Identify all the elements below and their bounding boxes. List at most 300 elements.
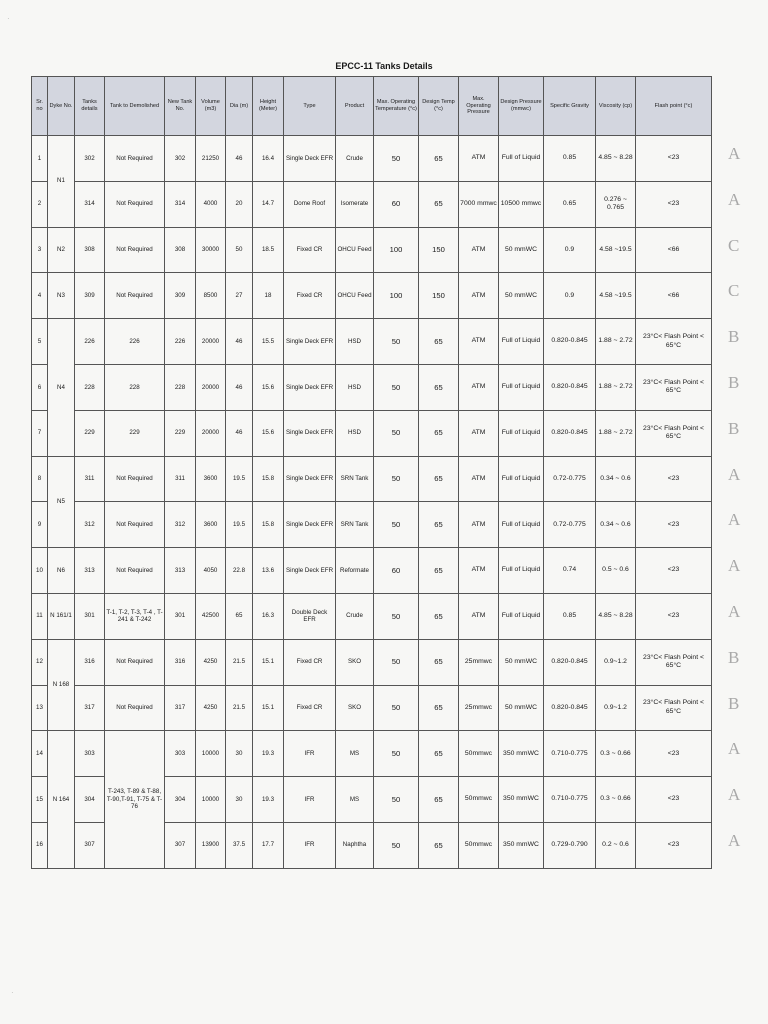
dia-cell: 21.5 [226, 639, 253, 685]
tank-details-cell: 308 [75, 227, 105, 273]
viscosity-cell: 0.34 ~ 0.6 [596, 456, 636, 502]
max-pressure-cell: ATM [459, 502, 499, 548]
design-pressure-cell: 10500 mmwc [499, 181, 544, 227]
sg-cell: 0.65 [544, 181, 596, 227]
flash-cell: <23 [636, 593, 712, 639]
sg-cell: 0.710-0.775 [544, 731, 596, 777]
new-tank-no-cell: 228 [165, 364, 196, 410]
max-pressure-cell: 25mmwc [459, 685, 499, 731]
header-cell: Design Temp (°c) [419, 77, 459, 136]
height-cell: 15.6 [253, 364, 284, 410]
volume-cell: 20000 [196, 319, 226, 365]
design-temp-cell: 65 [419, 777, 459, 823]
sg-cell: 0.9 [544, 227, 596, 273]
tank-details-cell: 309 [75, 273, 105, 319]
sg-cell: 0.72-0.775 [544, 502, 596, 548]
tank-details-cell: 226 [75, 319, 105, 365]
type-cell: Fixed CR [284, 273, 336, 319]
height-cell: 16.3 [253, 593, 284, 639]
max-pressure-cell: ATM [459, 364, 499, 410]
design-temp-cell: 65 [419, 731, 459, 777]
sr-no-cell: 8 [32, 456, 48, 502]
type-cell: Single Deck EFR [284, 410, 336, 456]
sg-cell: 0.820-0.845 [544, 410, 596, 456]
type-cell: IFR [284, 822, 336, 868]
max-temp-cell: 60 [374, 548, 419, 594]
header-cell: Volume (m3) [196, 77, 226, 136]
new-tank-no-cell: 312 [165, 502, 196, 548]
max-temp-cell: 50 [374, 822, 419, 868]
product-cell: MS [336, 777, 374, 823]
margin-letter: B [728, 327, 740, 347]
tank-details-cell: 311 [75, 456, 105, 502]
sr-no-cell: 1 [32, 136, 48, 182]
max-pressure-cell: ATM [459, 410, 499, 456]
table-row [32, 548, 712, 594]
max-pressure-cell: ATM [459, 273, 499, 319]
margin-letter: B [728, 647, 740, 667]
product-cell: MS [336, 731, 374, 777]
tank-to-demolish-cell: Not Required [105, 639, 165, 685]
sg-cell: 0.85 [544, 136, 596, 182]
flash-cell: <23 [636, 136, 712, 182]
design-pressure-cell: Full of Liquid [499, 456, 544, 502]
margin-letter: A [728, 510, 741, 530]
new-tank-no-cell: 307 [165, 822, 196, 868]
type-cell: Single Deck EFR [284, 364, 336, 410]
volume-cell: 10000 [196, 777, 226, 823]
tank-details-cell: 312 [75, 502, 105, 548]
max-pressure-cell: ATM [459, 548, 499, 594]
product-cell: Reformate [336, 548, 374, 594]
flash-cell: <23 [636, 822, 712, 868]
height-cell: 19.3 [253, 731, 284, 777]
table-row [32, 364, 712, 410]
tank-to-demolish-cell: Not Required [105, 227, 165, 273]
new-tank-no-cell: 314 [165, 181, 196, 227]
viscosity-cell: 4.85 ~ 8.28 [596, 136, 636, 182]
height-cell: 15.1 [253, 685, 284, 731]
design-temp-cell: 65 [419, 319, 459, 365]
tank-to-demolish-cell: Not Required [105, 181, 165, 227]
header-cell: Tanks details [75, 77, 105, 136]
header-row [32, 77, 712, 136]
volume-cell: 21250 [196, 136, 226, 182]
table-row [32, 273, 712, 319]
design-pressure-cell: 350 mmWC [499, 777, 544, 823]
header-cell: Product [336, 77, 374, 136]
tank-to-demolish-cell: Not Required [105, 136, 165, 182]
header-cell: New Tank No. [165, 77, 196, 136]
sr-no-cell: 6 [32, 364, 48, 410]
header-cell: Dyke No. [48, 77, 75, 136]
new-tank-no-cell: 303 [165, 731, 196, 777]
document-title: EPCC-11 Tanks Details [335, 61, 433, 71]
tank-details-cell: 302 [75, 136, 105, 182]
dia-cell: 21.5 [226, 685, 253, 731]
viscosity-cell: 1.88 ~ 2.72 [596, 364, 636, 410]
design-temp-cell: 65 [419, 593, 459, 639]
header-cell: Dia (m) [226, 77, 253, 136]
type-cell: Fixed CR [284, 639, 336, 685]
sr-no-cell: 12 [32, 639, 48, 685]
viscosity-cell: 0.9~1.2 [596, 639, 636, 685]
volume-cell: 13900 [196, 822, 226, 868]
dyke-no-cell: N1 [48, 136, 75, 228]
new-tank-no-cell: 309 [165, 273, 196, 319]
max-temp-cell: 100 [374, 227, 419, 273]
product-cell: SKO [336, 639, 374, 685]
design-temp-cell: 65 [419, 548, 459, 594]
max-temp-cell: 50 [374, 731, 419, 777]
design-temp-cell: 65 [419, 685, 459, 731]
tank-to-demolish-cell: T-1, T-2, T-3, T-4 , T-241 & T-242 [105, 593, 165, 639]
flash-cell: 23°C< Flash Point < 65°C [636, 319, 712, 365]
margin-letter: A [728, 739, 741, 759]
volume-cell: 30000 [196, 227, 226, 273]
max-temp-cell: 50 [374, 136, 419, 182]
design-temp-cell: 150 [419, 273, 459, 319]
tank-to-demolish-cell: 226 [105, 319, 165, 365]
tank-to-demolish-cell: Not Required [105, 685, 165, 731]
type-cell: IFR [284, 731, 336, 777]
product-cell: SRN Tank [336, 502, 374, 548]
type-cell: Single Deck EFR [284, 319, 336, 365]
volume-cell: 4050 [196, 548, 226, 594]
tank-details-cell: 228 [75, 364, 105, 410]
sg-cell: 0.820-0.845 [544, 364, 596, 410]
header-cell: Viscosity (cp) [596, 77, 636, 136]
max-temp-cell: 50 [374, 364, 419, 410]
dia-cell: 50 [226, 227, 253, 273]
sr-no-cell: 10 [32, 548, 48, 594]
sr-no-cell: 9 [32, 502, 48, 548]
height-cell: 18.5 [253, 227, 284, 273]
dia-cell: 20 [226, 181, 253, 227]
sg-cell: 0.85 [544, 593, 596, 639]
dyke-no-cell: N6 [48, 548, 75, 594]
design-pressure-cell: Full of Liquid [499, 548, 544, 594]
max-pressure-cell: 50mmwc [459, 731, 499, 777]
viscosity-cell: 0.5 ~ 0.6 [596, 548, 636, 594]
tank-details-cell: 314 [75, 181, 105, 227]
type-cell: Double Deck EFR [284, 593, 336, 639]
type-cell: Fixed CR [284, 685, 336, 731]
design-pressure-cell: 50 mmWC [499, 685, 544, 731]
max-temp-cell: 60 [374, 181, 419, 227]
flash-cell: 23°C< Flash Point < 65°C [636, 364, 712, 410]
dyke-no-cell: N 168 [48, 639, 75, 731]
flash-cell: 23°C< Flash Point < 65°C [636, 685, 712, 731]
table-row [32, 456, 712, 502]
new-tank-no-cell: 301 [165, 593, 196, 639]
max-temp-cell: 50 [374, 502, 419, 548]
design-temp-cell: 65 [419, 639, 459, 685]
volume-cell: 4250 [196, 685, 226, 731]
table-body [32, 136, 712, 869]
table-row [32, 502, 712, 548]
sg-cell: 0.820-0.845 [544, 319, 596, 365]
sr-no-cell: 7 [32, 410, 48, 456]
viscosity-cell: 1.88 ~ 2.72 [596, 410, 636, 456]
max-pressure-cell: ATM [459, 227, 499, 273]
tank-details-cell: 316 [75, 639, 105, 685]
dyke-no-cell: N2 [48, 227, 75, 273]
design-temp-cell: 65 [419, 364, 459, 410]
sr-no-cell: 13 [32, 685, 48, 731]
max-pressure-cell: ATM [459, 136, 499, 182]
dia-cell: 46 [226, 136, 253, 182]
design-temp-cell: 65 [419, 181, 459, 227]
dia-cell: 30 [226, 731, 253, 777]
volume-cell: 4000 [196, 181, 226, 227]
sg-cell: 0.820-0.845 [544, 639, 596, 685]
height-cell: 18 [253, 273, 284, 319]
header-cell: Height (Meter) [253, 77, 284, 136]
max-temp-cell: 50 [374, 410, 419, 456]
max-pressure-cell: ATM [459, 456, 499, 502]
viscosity-cell: 0.34 ~ 0.6 [596, 502, 636, 548]
design-pressure-cell: 50 mmWC [499, 227, 544, 273]
margin-letter: C [728, 235, 740, 255]
dyke-no-cell: N3 [48, 273, 75, 319]
viscosity-cell: 0.276 ~ 0.765 [596, 181, 636, 227]
header-cell: Tank to Demolished [105, 77, 165, 136]
table-row [32, 685, 712, 731]
height-cell: 15.1 [253, 639, 284, 685]
new-tank-no-cell: 302 [165, 136, 196, 182]
volume-cell: 20000 [196, 364, 226, 410]
header-cell: Sr. no [32, 77, 48, 136]
tank-details-cell: 313 [75, 548, 105, 594]
product-cell: Naphtha [336, 822, 374, 868]
margin-letter: A [728, 556, 741, 576]
flash-cell: <23 [636, 181, 712, 227]
height-cell: 15.8 [253, 502, 284, 548]
flash-cell: 23°C< Flash Point < 65°C [636, 639, 712, 685]
new-tank-no-cell: 313 [165, 548, 196, 594]
margin-letter: A [728, 785, 741, 805]
volume-cell: 8500 [196, 273, 226, 319]
type-cell: IFR [284, 777, 336, 823]
sr-no-cell: 4 [32, 273, 48, 319]
volume-cell: 3600 [196, 502, 226, 548]
sr-no-cell: 2 [32, 181, 48, 227]
tank-to-demolish-cell: Not Required [105, 273, 165, 319]
design-temp-cell: 65 [419, 136, 459, 182]
scan-speck: · [7, 14, 10, 23]
design-pressure-cell: Full of Liquid [499, 319, 544, 365]
product-cell: SRN Tank [336, 456, 374, 502]
dia-cell: 27 [226, 273, 253, 319]
viscosity-cell: 0.3 ~ 0.66 [596, 777, 636, 823]
new-tank-no-cell: 311 [165, 456, 196, 502]
height-cell: 19.3 [253, 777, 284, 823]
sr-no-cell: 5 [32, 319, 48, 365]
height-cell: 15.5 [253, 319, 284, 365]
tank-details-cell: 317 [75, 685, 105, 731]
viscosity-cell: 4.58 ~19.5 [596, 273, 636, 319]
design-temp-cell: 65 [419, 410, 459, 456]
flash-cell: <66 [636, 227, 712, 273]
max-temp-cell: 50 [374, 639, 419, 685]
table-row [32, 136, 712, 182]
dyke-no-cell: N 161/1 [48, 593, 75, 639]
max-pressure-cell: 50mmwc [459, 822, 499, 868]
viscosity-cell: 4.58 ~19.5 [596, 227, 636, 273]
margin-letter: B [728, 693, 740, 713]
height-cell: 15.8 [253, 456, 284, 502]
sg-cell: 0.74 [544, 548, 596, 594]
margin-letter: A [728, 602, 741, 621]
tank-to-demolish-cell: Not Required [105, 502, 165, 548]
sg-cell: 0.820-0.845 [544, 685, 596, 731]
dia-cell: 22.8 [226, 548, 253, 594]
tank-to-demolish-cell: T-243, T-89 & T-88, T-90,T-91, T-75 & T-76 [105, 731, 165, 868]
margin-letter: A [728, 144, 741, 163]
type-cell: Fixed CR [284, 227, 336, 273]
table-row [32, 731, 712, 777]
tank-details-cell: 303 [75, 731, 105, 777]
table-row [32, 410, 712, 456]
sr-no-cell: 16 [32, 822, 48, 868]
sg-cell: 0.72-0.775 [544, 456, 596, 502]
header-cell: Max. Operating Temperature (°c) [374, 77, 419, 136]
table-row [32, 227, 712, 273]
type-cell: Single Deck EFR [284, 456, 336, 502]
viscosity-cell: 0.3 ~ 0.66 [596, 731, 636, 777]
type-cell: Single Deck EFR [284, 136, 336, 182]
max-pressure-cell: 50mmwc [459, 777, 499, 823]
design-temp-cell: 65 [419, 822, 459, 868]
margin-letter: A [728, 464, 741, 484]
dia-cell: 46 [226, 410, 253, 456]
viscosity-cell: 4.85 ~ 8.28 [596, 593, 636, 639]
product-cell: OHCU Feed [336, 273, 374, 319]
flash-cell: <23 [636, 731, 712, 777]
height-cell: 16.4 [253, 136, 284, 182]
dia-cell: 46 [226, 364, 253, 410]
dia-cell: 19.5 [226, 502, 253, 548]
height-cell: 17.7 [253, 822, 284, 868]
sg-cell: 0.9 [544, 273, 596, 319]
header-cell: Design Pressure (mmwc) [499, 77, 544, 136]
volume-cell: 10000 [196, 731, 226, 777]
design-pressure-cell: Full of Liquid [499, 593, 544, 639]
dia-cell: 19.5 [226, 456, 253, 502]
max-pressure-cell: 25mmwc [459, 639, 499, 685]
design-pressure-cell: Full of Liquid [499, 410, 544, 456]
design-temp-cell: 65 [419, 502, 459, 548]
design-pressure-cell: 350 mmWC [499, 822, 544, 868]
dyke-no-cell: N 164 [48, 731, 75, 868]
header-cell: Type [284, 77, 336, 136]
new-tank-no-cell: 308 [165, 227, 196, 273]
max-temp-cell: 50 [374, 319, 419, 365]
design-pressure-cell: 50 mmWC [499, 273, 544, 319]
product-cell: Isomerate [336, 181, 374, 227]
header-cell: Max. Operating Pressure [459, 77, 499, 136]
design-pressure-cell: 350 mmWC [499, 731, 544, 777]
height-cell: 14.7 [253, 181, 284, 227]
margin-letter: C [728, 281, 740, 301]
new-tank-no-cell: 226 [165, 319, 196, 365]
dia-cell: 37.5 [226, 822, 253, 868]
dyke-no-cell: N4 [48, 319, 75, 456]
tank-to-demolish-cell: 229 [105, 410, 165, 456]
tank-to-demolish-cell: Not Required [105, 548, 165, 594]
max-temp-cell: 100 [374, 273, 419, 319]
product-cell: HSD [336, 319, 374, 365]
volume-cell: 4250 [196, 639, 226, 685]
sr-no-cell: 3 [32, 227, 48, 273]
max-pressure-cell: ATM [459, 593, 499, 639]
product-cell: Crude [336, 593, 374, 639]
margin-letter: A [728, 831, 741, 850]
design-temp-cell: 65 [419, 456, 459, 502]
type-cell: Single Deck EFR [284, 502, 336, 548]
table-row [32, 593, 712, 639]
sr-no-cell: 11 [32, 593, 48, 639]
sg-cell: 0.710-0.775 [544, 777, 596, 823]
margin-letter: B [728, 373, 740, 392]
table-row [32, 319, 712, 365]
flash-cell: 23°C< Flash Point < 65°C [636, 410, 712, 456]
new-tank-no-cell: 317 [165, 685, 196, 731]
tank-details-cell: 301 [75, 593, 105, 639]
new-tank-no-cell: 229 [165, 410, 196, 456]
design-temp-cell: 150 [419, 227, 459, 273]
product-cell: HSD [336, 364, 374, 410]
design-pressure-cell: Full of Liquid [499, 136, 544, 182]
sg-cell: 0.729-0.790 [544, 822, 596, 868]
design-pressure-cell: Full of Liquid [499, 502, 544, 548]
header-cell: Specific Gravity [544, 77, 596, 136]
max-temp-cell: 50 [374, 593, 419, 639]
header-cell: Flash point (°c) [636, 77, 712, 136]
scan-speck: · [11, 988, 14, 997]
margin-letter: A [728, 189, 741, 209]
product-cell: Crude [336, 136, 374, 182]
dia-cell: 46 [226, 319, 253, 365]
flash-cell: <23 [636, 548, 712, 594]
viscosity-cell: 1.88 ~ 2.72 [596, 319, 636, 365]
tank-to-demolish-cell: Not Required [105, 456, 165, 502]
viscosity-cell: 0.2 ~ 0.6 [596, 822, 636, 868]
product-cell: OHCU Feed [336, 227, 374, 273]
max-temp-cell: 50 [374, 456, 419, 502]
height-cell: 15.6 [253, 410, 284, 456]
margin-letter: B [728, 418, 740, 438]
max-pressure-cell: 7000 mmwc [459, 181, 499, 227]
sr-no-cell: 15 [32, 777, 48, 823]
tank-details-cell: 229 [75, 410, 105, 456]
type-cell: Dome Roof [284, 181, 336, 227]
max-temp-cell: 50 [374, 777, 419, 823]
tank-details-cell: 307 [75, 822, 105, 868]
viscosity-cell: 0.9~1.2 [596, 685, 636, 731]
dyke-no-cell: N5 [48, 456, 75, 548]
type-cell: Single Deck EFR [284, 548, 336, 594]
tank-details-cell: 304 [75, 777, 105, 823]
volume-cell: 42500 [196, 593, 226, 639]
flash-cell: <66 [636, 273, 712, 319]
volume-cell: 20000 [196, 410, 226, 456]
tanks-table [31, 76, 712, 869]
height-cell: 13.6 [253, 548, 284, 594]
flash-cell: <23 [636, 456, 712, 502]
table-row [32, 181, 712, 227]
